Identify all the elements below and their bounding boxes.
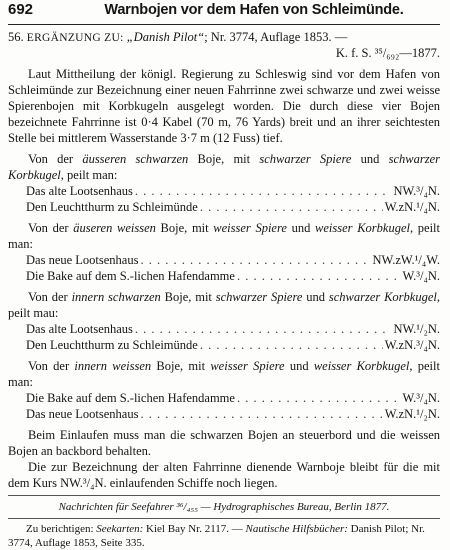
section-heading-buoy: innern schwarzen (71, 290, 161, 304)
bearing-landmark: Die Bake auf dem S.-lichen Hafendamme (26, 269, 235, 283)
bearing-row (8, 252, 440, 268)
section-heading-pre: Von der (28, 359, 75, 373)
section-heading-buoy: innern weissen (74, 359, 152, 373)
section-heading-pre: Von der (28, 221, 74, 235)
bearing-value: W.³/₄N. (402, 391, 440, 405)
section-heading-and: und (351, 152, 389, 166)
bearing-row (8, 268, 440, 284)
entry-reference: K. f. S. ³⁵/₆₉₂—1877. (335, 46, 440, 60)
section-heading (8, 289, 440, 321)
page-header (8, 2, 440, 21)
bearing-value: NW.³/₄N. (393, 184, 440, 198)
seekarten-label: Seekarten: (96, 523, 144, 535)
leader-dots (237, 390, 401, 406)
section-heading-buoy: äusseren schwarzen (82, 152, 189, 166)
bearing-row (8, 183, 440, 199)
correction-note (8, 522, 440, 550)
header-rule (8, 24, 440, 25)
hilfsbuecher-label: Nautische Hilfsbücher: (245, 523, 348, 535)
page-title: Warnbojen vor dem Hafen von Schleimünde. (104, 2, 404, 18)
section-heading (8, 151, 440, 183)
bearing-landmark: Das neue Lootsenhaus (26, 407, 139, 421)
leader-dots (135, 183, 392, 199)
correction-label: Zu berichtigen: (26, 523, 94, 535)
hilfsbuecher-value: Danish Pilot; Nr. 3774, Auflage 1853, Seite 335. (8, 523, 425, 549)
section-heading-and: und (302, 290, 329, 304)
leader-dots (135, 321, 392, 337)
leader-dots (200, 199, 383, 215)
bearing-value: NW.¹/₂N. (393, 322, 440, 336)
bearing-value: W.zN.¹/₄N. (384, 200, 440, 214)
section-heading-mid: Boje, mit (160, 290, 216, 304)
bearing-landmark: Den Leuchtthurm zu Schleimünde (26, 200, 198, 214)
section-heading-mid: Boje, mit (151, 359, 211, 373)
section-heading-spiere: schwarzer Spiere (259, 152, 352, 166)
document-page (8, 0, 440, 550)
bearing-value: W.zN.¹/₂N. (384, 407, 440, 421)
section-heading-kugel: schwarzer Korbkugel (328, 290, 437, 304)
leader-dots (140, 252, 370, 268)
bearing-row (8, 390, 440, 406)
bearing-landmark: Das alte Lootsenhaus (26, 184, 133, 198)
entry-line (8, 29, 440, 46)
section-heading-post: , peilt man: (60, 168, 118, 182)
intro-paragraph: Laut Mittheilung der königl. Regierung zu Schleswig sind vor dem Hafen von Schleimünde zur Bezeichnung einer neuen Fahrrinne zwei schwarze und zwei weisse Spierenbojen mit Korbkugeln ausgelegt worden. Die durch diese vier Bojen bezeichnete Fahrrinne ist 0·4 Kabel (70 m, 76 Yards) breit und an ihrer seichtesten Stelle bei mittlerem Wasserstande 3·7 m (12 Fuss) tief. (8, 67, 440, 145)
section-heading-post: , peilt mau: (8, 290, 440, 320)
section-heading-post: , peilt man: (8, 221, 440, 251)
page-number: 692 (8, 1, 34, 18)
entry-number: 56. (8, 30, 24, 44)
section-heading-kugel: weisser Korbkugel (315, 221, 410, 235)
leader-dots (200, 337, 383, 353)
section-heading-pre: Von der (28, 290, 72, 304)
bearing-landmark: Das neue Lootsenhaus (26, 253, 139, 267)
section-heading-buoy: äuseren weissen (73, 221, 156, 235)
bearing-landmark: Die Bake auf dem S.-lichen Hafendamme (26, 391, 235, 405)
bearing-value: NW.zW.¹/₄W. (372, 253, 440, 267)
entry-label: ERGÄNZUNG ZU: (26, 32, 124, 44)
leader-dots (237, 268, 401, 284)
bearing-landmark: Den Leuchtthurm zu Schleimünde (26, 338, 198, 352)
section-heading-kugel: schwarzer Korbkugel (8, 152, 440, 182)
section-heading-spiere: schwarzer Spiere (215, 290, 303, 304)
notes-divider (8, 495, 440, 496)
bearing-row (8, 406, 440, 422)
section-heading-kugel: weisser Korbkugel (313, 359, 410, 373)
section-heading-post: , peilt man: (8, 359, 440, 389)
seekarten-value: Kiel Bay Nr. 2117. — (146, 523, 243, 535)
section-heading-spiere: weisser Spiere (213, 221, 287, 235)
section-heading (8, 220, 440, 252)
bearing-value: W.zN.³/₄N. (384, 338, 440, 352)
bearing-landmark: Das alte Lootsenhaus (26, 322, 133, 336)
bearing-value: W.³/₄N. (402, 269, 440, 283)
section-heading-and: und (284, 359, 314, 373)
entry-details: ; Nr. 3774, Auflage 1853. — (204, 30, 348, 44)
leader-dots (140, 406, 382, 422)
section-heading (8, 358, 440, 390)
entry-publication: „Danish Pilot“ (126, 30, 205, 44)
bearing-row (8, 199, 440, 215)
section-heading-spiere: weisser Spiere (210, 359, 285, 373)
closing-paragraph-2: Die zur Bezeichnung der alten Fahrrinne dienende Warnboje bleibt für die mit dem Kurs NW.³/₄N. einlaufenden Schiffe noch liegen. (8, 460, 440, 490)
closing-paragraph-1: Beim Einlaufen muss man die schwarzen Bojen an steuerbord und die weissen Bojen an backbord behalten. (8, 428, 440, 458)
bearing-row (8, 321, 440, 337)
section-heading-and: und (286, 221, 316, 235)
section-heading-mid: Boje, mit (155, 221, 214, 235)
section-heading-mid: Boje, mit (188, 152, 260, 166)
section-heading-pre: Von der (28, 152, 83, 166)
source-note: Nachrichten für Seefahrer ³⁶/₄₅₅ — Hydrographisches Bureau, Berlin 1877. (58, 501, 390, 513)
bearing-row (8, 337, 440, 353)
correction-divider (8, 518, 440, 519)
bearing-sections (8, 151, 440, 422)
